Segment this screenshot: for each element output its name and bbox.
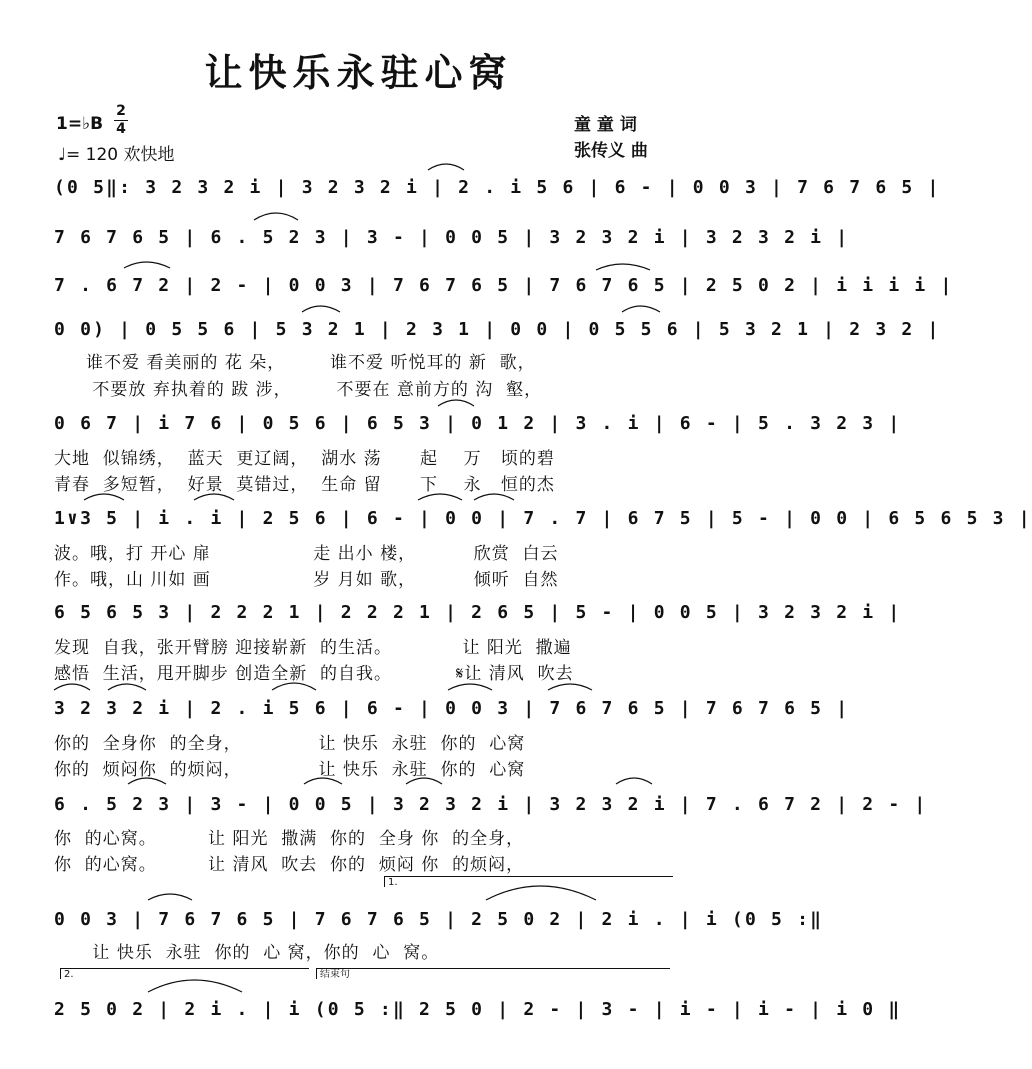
music-line-11: 2 5 0 2 | 2 i . | i (0 5 :‖ 2 5 0 | 2 - | 3 - | i - | i - | i 0 ‖ [54, 998, 902, 1020]
time-signature [114, 104, 128, 137]
music-line-6: 1∨3 5 | i . i | 2 5 6 | 6 - | 0 0 | 7 . 7 | 6 7 5 | 5 - | 0 0 | 6 5 6 5 3 | [54, 507, 1032, 529]
music-line-8: 3 2 3 2 i | 2 . i 5 6 | 6 - | 0 0 3 | 7 6 7 6 5 | 7 6 7 6 5 | [54, 697, 850, 719]
slur [438, 400, 474, 406]
slur [148, 894, 192, 900]
slur [254, 213, 298, 220]
lyricist-credit: 童 童 词 [574, 115, 637, 135]
slur [54, 684, 90, 690]
music-line-5: 0 6 7 | i 7 6 | 0 5 6 | 6 5 3 | 0 1 2 | 3 . i | 6 - | 5 . 3 2 3 | [54, 412, 902, 434]
lyric-line-8: 感悟 生活，甩开脚步 创造全新 的自我。 𝄋让 清风 吹去 [54, 664, 574, 684]
slur [486, 886, 596, 900]
lyric-line-11: 你 的心窝。 让 阳光 撒满 你的 全身 你 的全身， [54, 829, 525, 849]
music-line-3: 7 . 6 7 2 | 2 - | 0 0 3 | 7 6 7 6 5 | 7 6 7 6 5 | 2 5 0 2 | i i i i | [54, 274, 954, 296]
key-signature: 1=♭B [56, 114, 104, 134]
lyric-line-2: 不要放 弃执着的 跋 涉， 不要在 意前方的 沟 壑， [54, 380, 543, 400]
lyric-line-9: 你的 全身你 的全身， 让 快乐 永驻 你的 心窝 [54, 734, 526, 754]
slur [124, 262, 170, 268]
lyric-line-7: 发现 自我，张开臂膀 迎接崭新 的生活。 让 阳光 撒遍 [54, 638, 572, 658]
ending-phrase-label: 结束句 [316, 968, 670, 979]
lyric-line-13: 让 快乐 永驻 你的 心 窝，你的 心 窝。 [54, 943, 440, 963]
music-line-7: 6 5 6 5 3 | 2 2 2 1 | 2 2 2 1 | 2 6 5 | 5 - | 0 0 5 | 3 2 3 2 i | [54, 601, 902, 623]
slur [148, 980, 242, 992]
lyric-line-3: 大地 似锦绣， 蓝天 更辽阔， 湖水 荡 起 万 顷的碧 [54, 449, 555, 469]
slur [622, 306, 660, 312]
lyric-line-1: 谁不爱 看美丽的 花 朵， 谁不爱 听悦耳的 新 歌， [54, 353, 536, 373]
music-line-2: 7 6 7 6 5 | 6 . 5 2 3 | 3 - | 0 0 5 | 3 2 3 2 i | 3 2 3 2 i | [54, 226, 850, 248]
music-line-1: (0 5‖: 3 2 3 2 i | 3 2 3 2 i | 2 . i 5 6 | 6 - | 0 0 3 | 7 6 7 6 5 | [54, 176, 941, 198]
music-line-9: 6 . 5 2 3 | 3 - | 0 0 5 | 3 2 3 2 i | 3 2 3 2 i | 7 . 6 7 2 | 2 - | [54, 793, 928, 815]
time-signature-top: 2 [116, 103, 126, 119]
lyric-line-10: 你的 烦闷你 的烦闷， 让 快乐 永驻 你的 心窝 [54, 760, 526, 780]
lyric-line-6: 作。哦，山 川如 画 岁 月如 歌， 倾听 自然 [54, 570, 559, 590]
slur [448, 684, 492, 690]
slur [108, 684, 146, 690]
volta-first-ending: 1. [384, 876, 673, 887]
music-line-4: 0 0) | 0 5 5 6 | 5 3 2 1 | 2 3 1 | 0 0 | 0 5 5 6 | 5 3 2 1 | 2 3 2 | [54, 318, 941, 340]
time-signature-bottom: 4 [116, 121, 126, 137]
slur [548, 684, 592, 690]
lyric-line-4: 青春 多短暂， 好景 莫错过， 生命 留 下 永 恒的杰 [54, 475, 555, 495]
lyric-line-5: 波。哦，打 开心 扉 走 出小 楼， 欣赏 白云 [54, 544, 559, 564]
lyric-line-12: 你 的心窝。 让 清风 吹去 你的 烦闷 你 的烦闷， [54, 855, 525, 875]
tempo-marking: ♩= 120 欢快地 [58, 145, 175, 165]
volta-second-ending: 2. [60, 968, 309, 979]
slur [428, 164, 464, 170]
slur [302, 306, 340, 312]
song-title: 让快乐永驻心窝 [204, 51, 513, 95]
slur [272, 683, 316, 690]
composer-credit: 张传义 曲 [574, 141, 648, 161]
music-line-10: 0 0 3 | 7 6 7 6 5 | 7 6 7 6 5 | 2 5 0 2 | 2 i . | i (0 5 :‖ [54, 908, 824, 930]
